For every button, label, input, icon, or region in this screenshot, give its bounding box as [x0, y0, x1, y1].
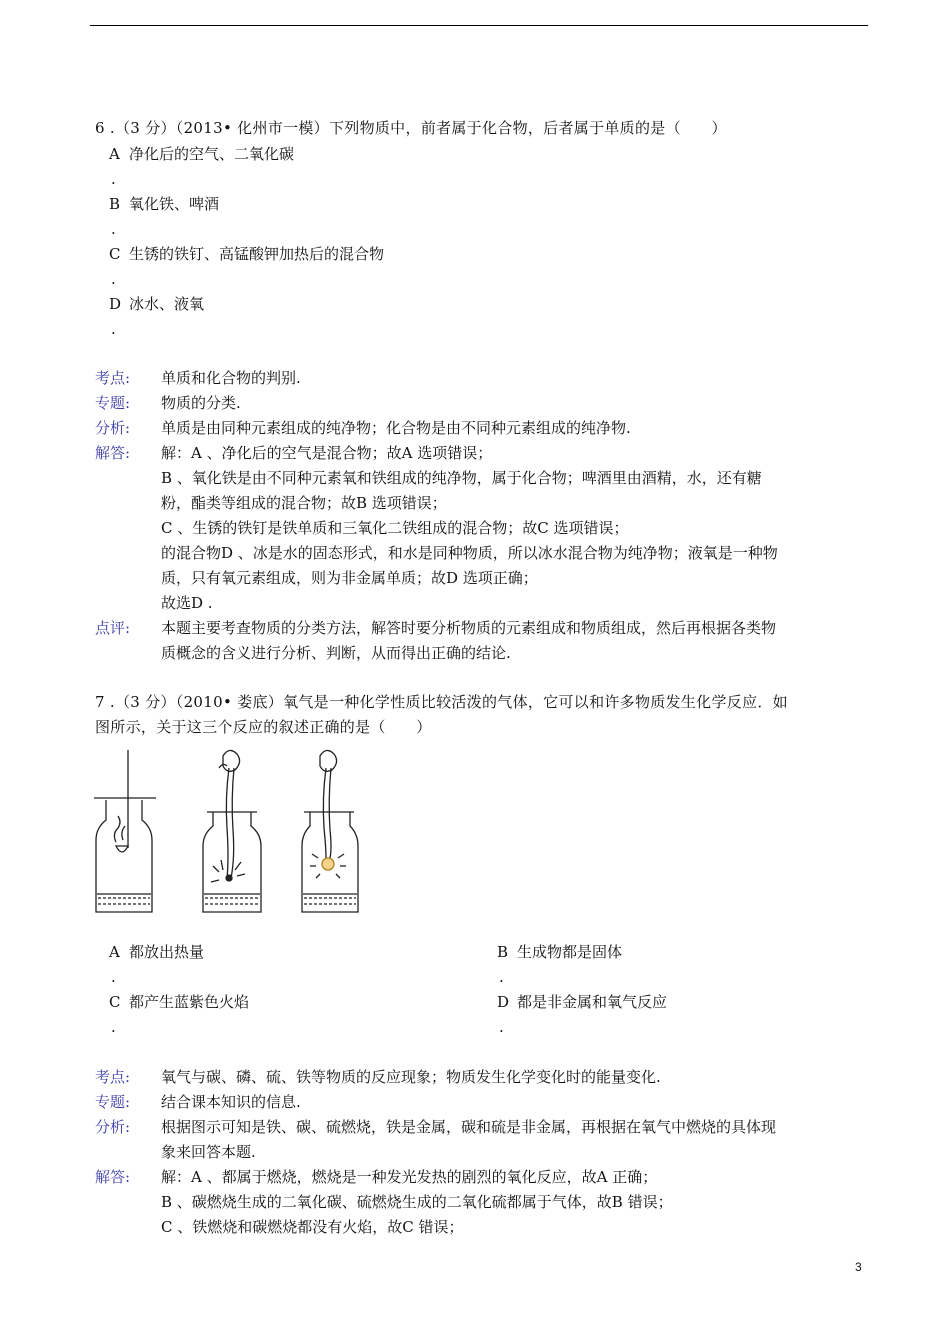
- fenxi-label: 分析:: [95, 1118, 131, 1136]
- question-6-stem: 6 .（3 分）（2013• 化州市一模）下列物质中，前者属于化合物，后者属于单质的是（ ）: [95, 119, 727, 137]
- header-rule: [90, 25, 868, 26]
- option-dot: .: [111, 170, 116, 188]
- zhuanti-label: 专题:: [95, 1093, 131, 1111]
- q7-option-b[interactable]: B 生成物都是固体: [497, 943, 623, 961]
- question-7-stem: [95, 690, 870, 740]
- jieda-line: B 、氧化铁是由不同种元素氧和铁组成的纯净物，属于化合物；啤酒里由酒精，水，还有糖: [161, 469, 762, 487]
- jar-sulfur-icon: [94, 750, 156, 912]
- q6-option-c[interactable]: C 生锈的铁钉、高锰酸钾加热后的混合物: [109, 245, 385, 263]
- zhuanti-label: 专题:: [95, 394, 131, 412]
- option-dot: .: [111, 1018, 116, 1036]
- jar-iron-icon: [203, 750, 261, 912]
- jieda-line: 解：A 、净化后的空气是混合物；故A 选项错误；: [161, 444, 493, 462]
- reaction-figure: [92, 748, 362, 918]
- option-dot: .: [111, 968, 116, 986]
- jieda-line: C 、生锈的铁钉是铁单质和三氧化二铁组成的混合物；故C 选项错误；: [161, 519, 629, 537]
- three-jars-illustration: [92, 748, 362, 918]
- q6-option-d[interactable]: D 冰水、液氧: [109, 295, 205, 313]
- stem-line: 图所示，关于这三个反应的叙述正确的是（ ）: [95, 718, 432, 736]
- jieda-line: 粉，酯类等组成的混合物；故B 选项错误；: [161, 494, 447, 512]
- jar-carbon-icon: [302, 750, 358, 912]
- jieda-label: 解答:: [95, 1168, 131, 1186]
- q6-option-a[interactable]: A 净化后的空气、二氧化碳: [109, 145, 295, 163]
- zhuanti-text: 结合课本知识的信息.: [161, 1093, 301, 1111]
- option-dot: .: [111, 220, 116, 238]
- dianping-line: 本题主要考查物质的分类方法，解答时要分析物质的元素组成和物质组成，然后再根据各类物: [161, 619, 777, 637]
- fenxi-text: [161, 1115, 861, 1165]
- jieda-line: 故选D .: [161, 594, 213, 612]
- fenxi-line: 根据图示可知是铁、碳、硫燃烧，铁是金属，碳和硫是非金属，再根据在氧气中燃烧的具体现: [161, 1118, 777, 1136]
- q6-option-b[interactable]: B 氧化铁、啤酒: [109, 195, 220, 213]
- zhuanti-text: 物质的分类.: [161, 394, 241, 412]
- stem-line: 7 .（3 分）（2010• 娄底）氧气是一种化学性质比较活泼的气体，它可以和许多物质发生化学反应．如: [95, 693, 788, 711]
- jieda-line: 解：A 、都属于燃烧，燃烧是一种发光发热的剧烈的氧化反应，故A 正确；: [161, 1168, 658, 1186]
- kaodian-text: 氧气与碳、磷、硫、铁等物质的反应现象；物质发生化学变化时的能量变化.: [161, 1068, 661, 1086]
- fenxi-label: 分析:: [95, 419, 131, 437]
- dianping-line: 质概念的含义进行分析、判断，从而得出正确的结论.: [161, 644, 511, 662]
- fenxi-line: 象来回答本题.: [161, 1143, 256, 1161]
- jieda-line: B 、碳燃烧生成的二氧化碳、硫燃烧生成的二氧化硫都属于气体，故B 错误；: [161, 1193, 673, 1211]
- kaodian-text: 单质和化合物的判别.: [161, 369, 301, 387]
- jieda-text: [161, 441, 861, 616]
- option-dot: .: [499, 968, 504, 986]
- kaodian-label: 考点:: [95, 369, 131, 387]
- option-dot: .: [499, 1018, 504, 1036]
- option-dot: .: [111, 270, 116, 288]
- dianping-label: 点评:: [95, 619, 131, 637]
- q7-option-c[interactable]: C 都产生蓝紫色火焰: [109, 993, 250, 1011]
- jieda-line: C 、铁燃烧和碳燃烧都没有火焰，故C 错误；: [161, 1218, 464, 1236]
- page-number: 3: [855, 1260, 862, 1274]
- kaodian-label: 考点:: [95, 1068, 131, 1086]
- jieda-text: [161, 1165, 861, 1240]
- q7-option-a[interactable]: A 都放出热量: [109, 943, 205, 961]
- jieda-line: 的混合物D 、冰是水的固态形式，和水是同种物质，所以冰水混合物为纯净物；液氧是一种物: [161, 544, 778, 562]
- jieda-label: 解答:: [95, 444, 131, 462]
- q7-option-d[interactable]: D 都是非金属和氧气反应: [497, 993, 668, 1011]
- dianping-text: [161, 616, 861, 666]
- option-dot: .: [111, 320, 116, 338]
- jieda-line: 质，只有氧元素组成，则为非金属单质；故D 选项正确；: [161, 569, 538, 587]
- fenxi-text: 单质是由同种元素组成的纯净物；化合物是由不同种元素组成的纯净物.: [161, 419, 631, 437]
